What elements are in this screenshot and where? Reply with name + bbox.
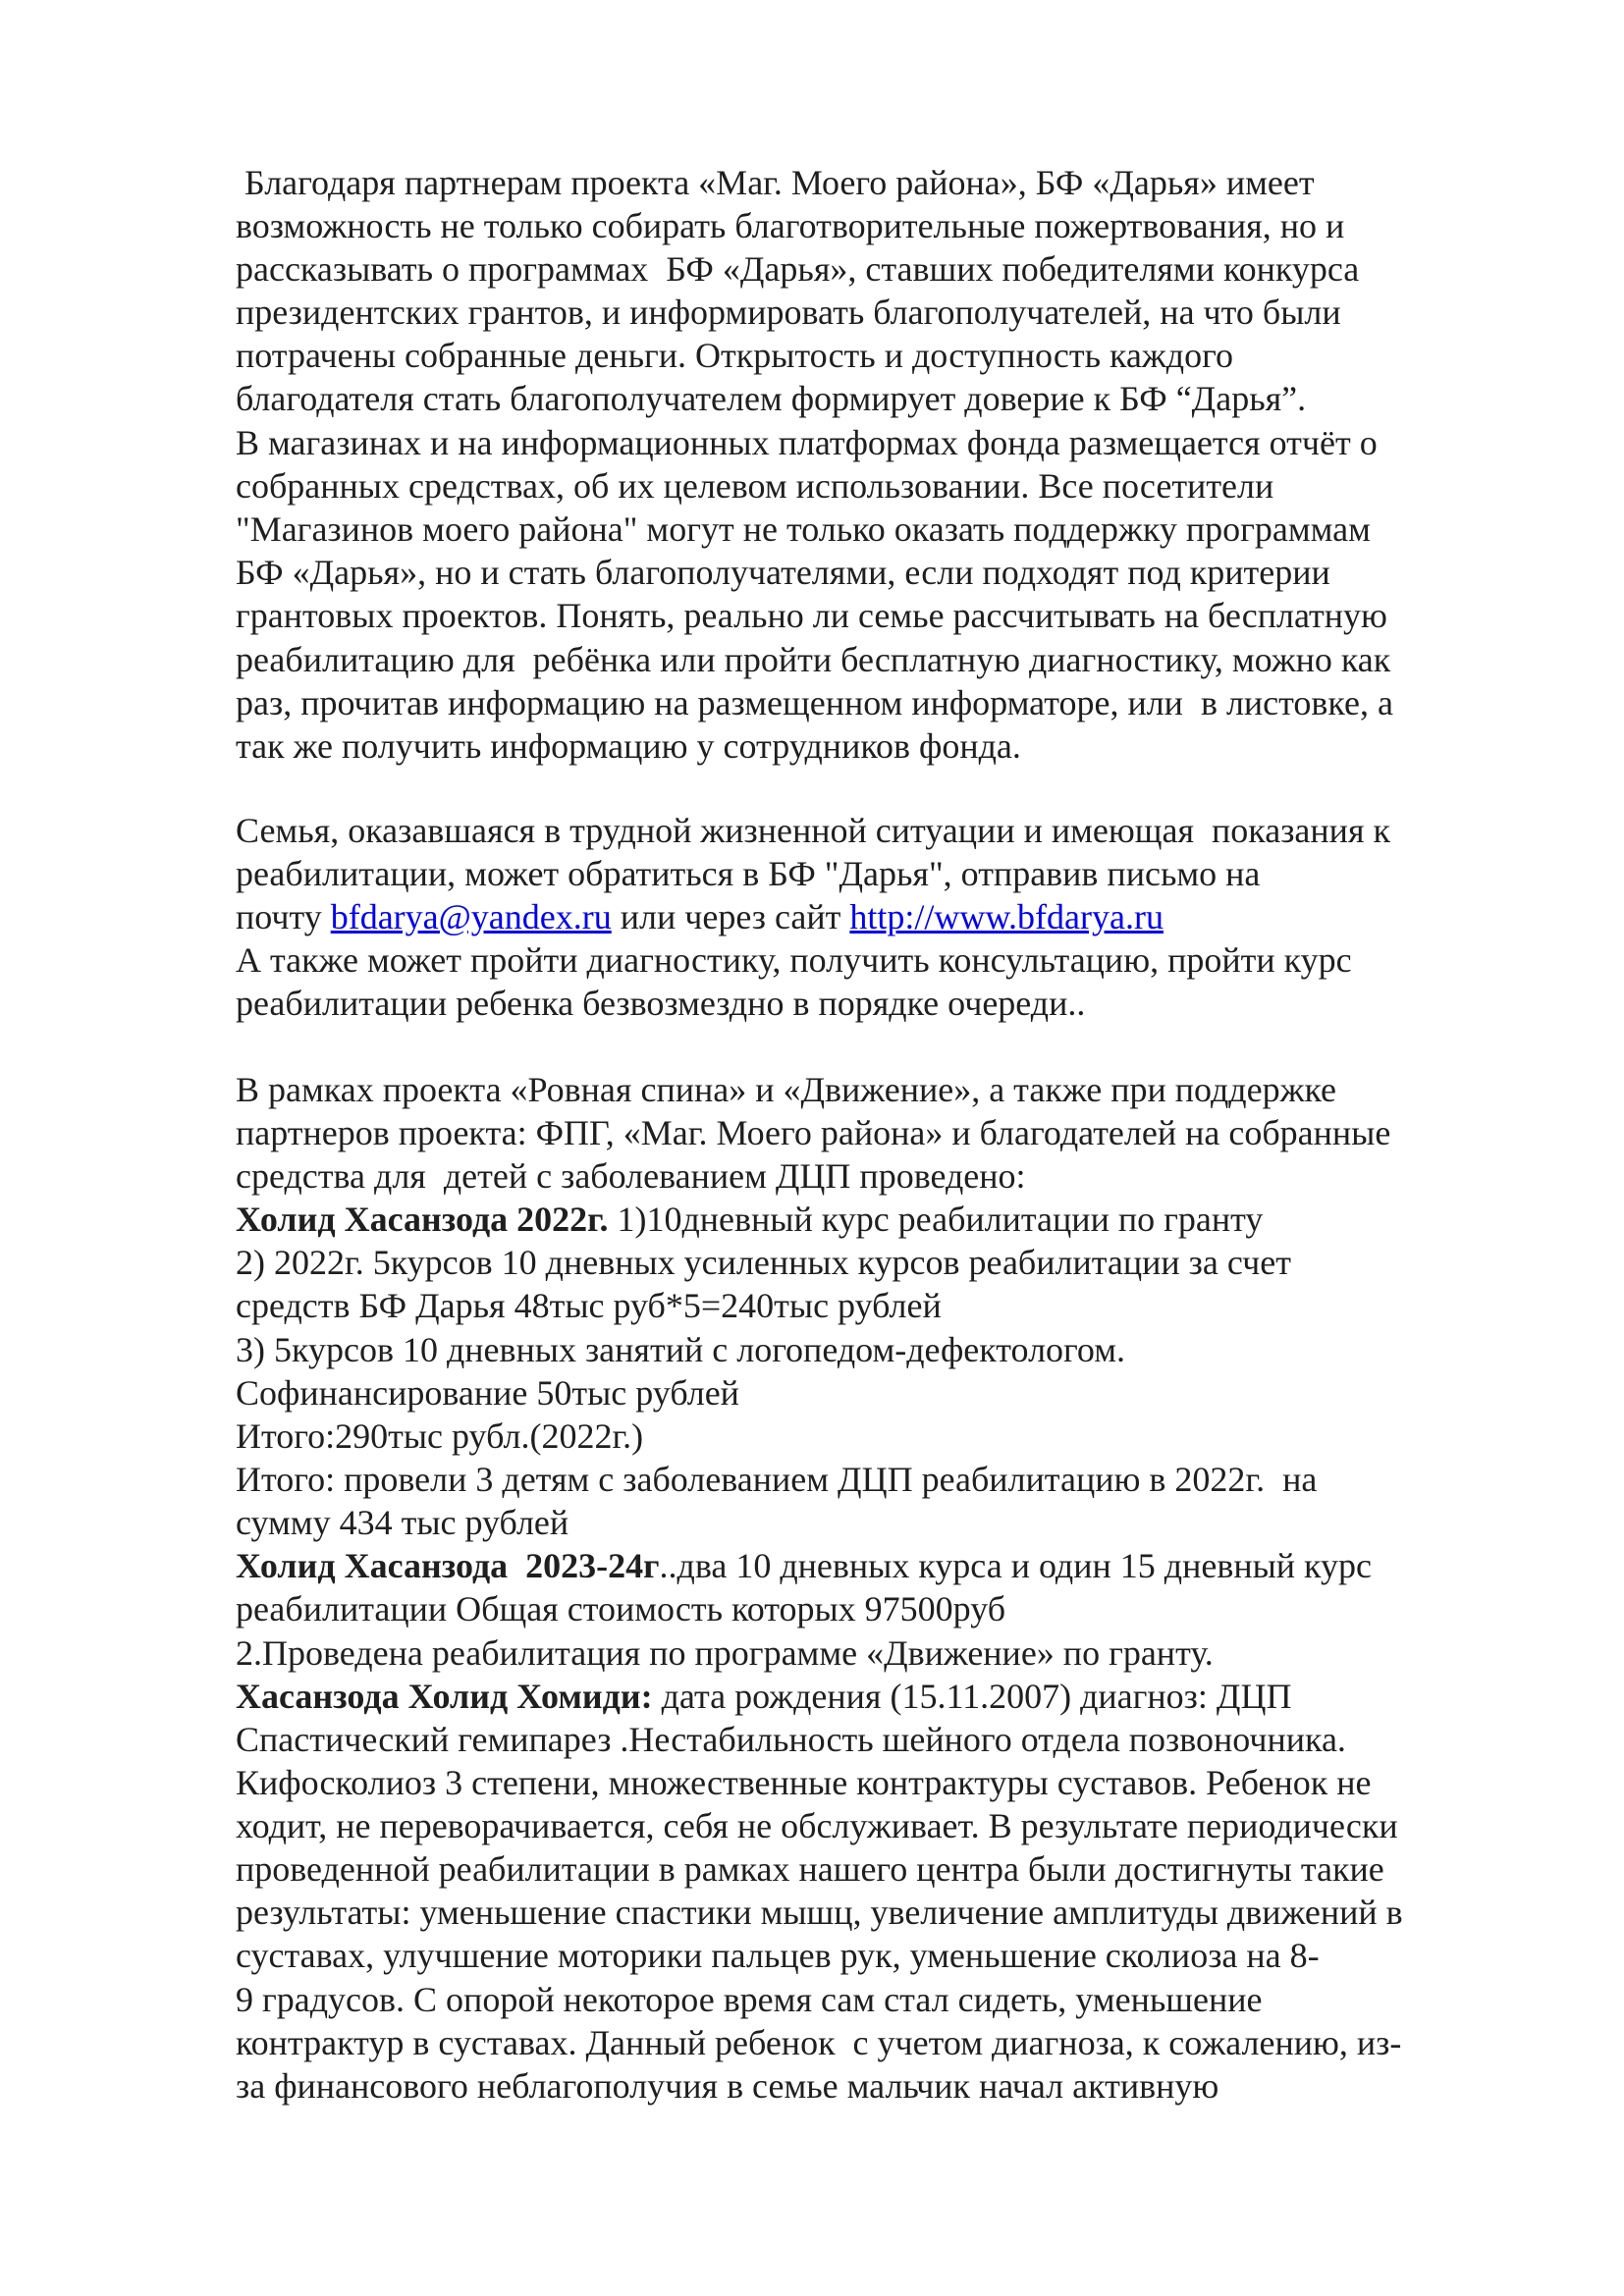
text-line: Семья, оказавшаяся в трудной жизненной ситуации и имеющая показания к [236, 811, 1390, 850]
text-line: так же получить информацию у сотрудников фонда. [236, 726, 1021, 766]
text-line [236, 1544, 1372, 1588]
contact-line [236, 895, 1164, 939]
text-line [236, 1675, 1291, 1719]
text-segment: почту [236, 897, 331, 936]
text-line: реабилитации, может обратиться в БФ "Дарья", отправив письмо на [236, 854, 1261, 893]
text-line: реабилитации Общая стоимость которых 97500руб [236, 1589, 1006, 1629]
text-line: грантовых проектов. Понять, реально ли семье рассчитывать на бесплатную [236, 596, 1387, 635]
text-line: контрактур в суставах. Данный ребенок с учетом диагноза, к сожалению, из- [236, 2023, 1402, 2062]
text-line: средства для детей с заболеванием ДЦП проведено: [236, 1156, 1026, 1196]
text-line: собранных средствах, об их целевом использовании. Все посетители [236, 466, 1274, 506]
bold-name: Хасанзода Холид Хомиди: [236, 1677, 653, 1716]
text-line: средств БФ Дарья 48тыс руб*5=240тыс рублей [236, 1286, 942, 1325]
text-line: 9 градусов. С опорой некоторое время сам стал сидеть, уменьшение [236, 1980, 1263, 2019]
text-line: президентских грантов, и информировать благополучателей, на что были [236, 293, 1341, 332]
bold-name: Холид Хасанзода 2022г. [236, 1200, 609, 1239]
text-line: Спастический гемипарез .Нестабильность шейного отдела позвоночника. [236, 1720, 1346, 1759]
text-line: Итого:290тыс рубл.(2022г.) [236, 1416, 644, 1456]
text-line: ходит, не переворачивается, себя не обслуживает. В результате периодически [236, 1806, 1398, 1845]
bold-name: Холид Хасанзода 2023-24г [236, 1546, 660, 1585]
text-line: БФ «Дарья», но и стать благополучателями, если подходят под критерии [236, 553, 1330, 592]
text-line: "Магазинов моего района" могут не только оказать поддержку программам [236, 509, 1371, 549]
text-line: Кифосколиоз 3 степени, множественные контрактуры суставов. Ребенок не [236, 1763, 1372, 1802]
text-segment: ..два 10 дневных курса и один 15 дневный курс [659, 1546, 1373, 1585]
text-line: реабилитацию для ребёнка или пройти бесплатную диагностику, можно как [236, 640, 1391, 679]
text-segment: 1)10дневный курс реабилитации по гранту [608, 1200, 1264, 1239]
text-line: Софинансирование 50тыс рублей [236, 1373, 739, 1413]
text-line: проведенной реабилитации в рамках нашего центра были достигнуты такие [236, 1849, 1384, 1889]
text-line: раз, прочитав информацию на размещенном информаторе, или в листовке, а [236, 683, 1393, 722]
text-line: 2) 2022г. 5курсов 10 дневных усиленных курсов реабилитации за счет [236, 1243, 1291, 1282]
text-line: В рамках проекта «Ровная спина» и «Движение», а также при поддержке [236, 1070, 1337, 1109]
text-line: потрачены собранные деньги. Открытость и доступность каждого [236, 336, 1233, 375]
text-segment: дата рождения (15.11.2007) диагноз: ДЦП [652, 1677, 1292, 1716]
text-line: суставах, улучшение моторики пальцев рук, уменьшение сколиоза на 8- [236, 1936, 1320, 1975]
text-line: 3) 5курсов 10 дневных занятий с логопедом-дефектологом. [236, 1330, 1125, 1369]
text-line [236, 1198, 1263, 1242]
text-line: А также может пройти диагностику, получить консультацию, пройти курс [236, 940, 1352, 980]
text-line: 2.Проведена реабилитация по программе «Движение» по гранту. [236, 1633, 1214, 1673]
text-line: реабилитации ребенка безвозмездно в порядке очереди.. [236, 984, 1086, 1023]
text-line: рассказывать о программах БФ «Дарья», ставших победителями конкурса [236, 249, 1360, 289]
website-link[interactable]: http://www.bfdarya.ru [849, 897, 1164, 936]
text-line: Благодаря партнерам проекта «Маг. Моего района», БФ «Дарья» имеет [236, 163, 1315, 202]
text-segment: или через сайт [611, 897, 850, 936]
text-line: возможность не только собирать благотворительные пожертвования, но и [236, 206, 1345, 245]
text-line: сумму 434 тыс рублей [236, 1503, 569, 1542]
text-line: В магазинах и на информационных платформах фонда размещается отчёт о [236, 423, 1378, 462]
text-line: результаты: уменьшение спастики мышц, увеличение амплитуды движений в [236, 1893, 1403, 1932]
email-link[interactable]: bfdarya@yandex.ru [330, 897, 612, 936]
text-line: за финансового неблагополучия в семье мальчик начал активную [236, 2066, 1219, 2106]
text-line: партнеров проекта: ФПГ, «Маг. Моего района» и благодателей на собранные [236, 1113, 1391, 1152]
text-line: Итого: провели 3 детям с заболеванием ДЦП реабилитацию в 2022г. на [236, 1460, 1318, 1499]
text-line: благодателя стать благополучателем формирует доверие к БФ “Дарья”. [236, 379, 1307, 418]
